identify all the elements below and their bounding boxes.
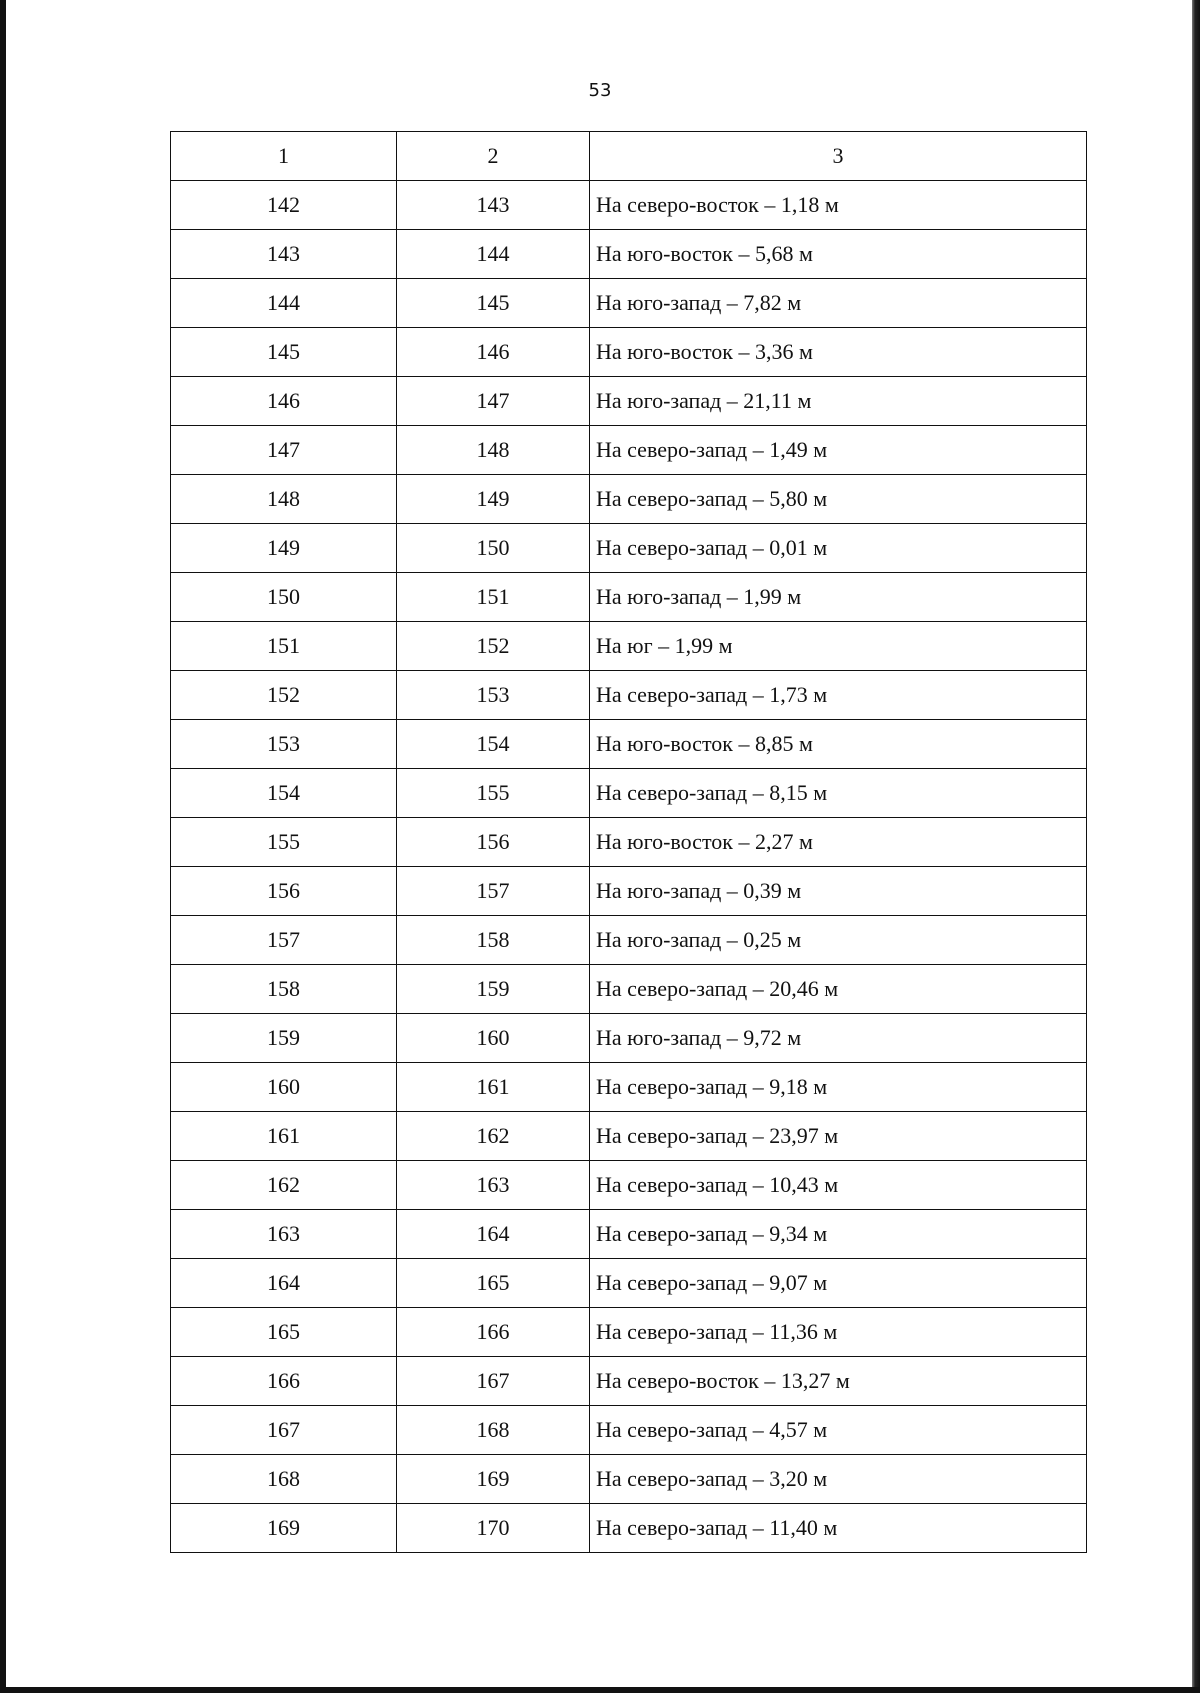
direction-distance-cell: На северо-запад – 4,57 м <box>590 1406 1087 1455</box>
table-row <box>171 1259 1087 1308</box>
point-from-cell: 147 <box>171 426 397 475</box>
point-from-cell: 143 <box>171 230 397 279</box>
point-from-cell: 168 <box>171 1455 397 1504</box>
table-row <box>171 1357 1087 1406</box>
point-to-cell: 166 <box>397 1308 590 1357</box>
table-row <box>171 1112 1087 1161</box>
point-to-cell: 154 <box>397 720 590 769</box>
point-to-cell: 152 <box>397 622 590 671</box>
direction-distance-cell: На северо-запад – 3,20 м <box>590 1455 1087 1504</box>
direction-distance-cell: На юго-восток – 5,68 м <box>590 230 1087 279</box>
point-from-cell: 161 <box>171 1112 397 1161</box>
direction-distance-cell: На северо-запад – 8,15 м <box>590 769 1087 818</box>
table-row <box>171 1161 1087 1210</box>
direction-distance-cell: На северо-запад – 11,36 м <box>590 1308 1087 1357</box>
point-to-cell: 158 <box>397 916 590 965</box>
table-row <box>171 818 1087 867</box>
point-to-cell: 165 <box>397 1259 590 1308</box>
direction-distance-cell: На северо-запад – 0,01 м <box>590 524 1087 573</box>
point-from-cell: 169 <box>171 1504 397 1553</box>
point-to-cell: 164 <box>397 1210 590 1259</box>
table-row <box>171 230 1087 279</box>
header-row <box>171 132 1087 181</box>
direction-distance-cell: На северо-запад – 1,49 м <box>590 426 1087 475</box>
table-row <box>171 181 1087 230</box>
point-from-cell: 154 <box>171 769 397 818</box>
scan-bottom-border <box>0 1687 1200 1693</box>
point-from-cell: 153 <box>171 720 397 769</box>
point-from-cell: 149 <box>171 524 397 573</box>
direction-distance-cell: На северо-восток – 13,27 м <box>590 1357 1087 1406</box>
table-row <box>171 426 1087 475</box>
point-to-cell: 150 <box>397 524 590 573</box>
table-row <box>171 965 1087 1014</box>
direction-distance-cell: На северо-запад – 10,43 м <box>590 1161 1087 1210</box>
point-to-cell: 147 <box>397 377 590 426</box>
direction-distance-cell: На юго-восток – 8,85 м <box>590 720 1087 769</box>
column-header-2: 2 <box>397 132 590 181</box>
point-from-cell: 165 <box>171 1308 397 1357</box>
point-from-cell: 167 <box>171 1406 397 1455</box>
point-to-cell: 160 <box>397 1014 590 1063</box>
direction-distance-cell: На юго-запад – 9,72 м <box>590 1014 1087 1063</box>
scan-left-border <box>0 0 6 1693</box>
point-from-cell: 144 <box>171 279 397 328</box>
point-from-cell: 164 <box>171 1259 397 1308</box>
point-to-cell: 161 <box>397 1063 590 1112</box>
point-to-cell: 162 <box>397 1112 590 1161</box>
direction-distance-cell: На северо-запад – 20,46 м <box>590 965 1087 1014</box>
direction-distance-cell: На северо-запад – 1,73 м <box>590 671 1087 720</box>
point-to-cell: 145 <box>397 279 590 328</box>
point-to-cell: 163 <box>397 1161 590 1210</box>
table-row <box>171 1504 1087 1553</box>
point-from-cell: 150 <box>171 573 397 622</box>
page-number: 53 <box>588 80 612 101</box>
column-header-1: 1 <box>171 132 397 181</box>
point-to-cell: 143 <box>397 181 590 230</box>
point-to-cell: 168 <box>397 1406 590 1455</box>
point-from-cell: 163 <box>171 1210 397 1259</box>
direction-distance-cell: На северо-запад – 9,07 м <box>590 1259 1087 1308</box>
table-row <box>171 867 1087 916</box>
point-to-cell: 156 <box>397 818 590 867</box>
point-from-cell: 152 <box>171 671 397 720</box>
table-row <box>171 573 1087 622</box>
point-from-cell: 145 <box>171 328 397 377</box>
direction-distance-cell: На юго-запад – 0,25 м <box>590 916 1087 965</box>
table-row <box>171 1406 1087 1455</box>
point-from-cell: 159 <box>171 1014 397 1063</box>
table-row <box>171 769 1087 818</box>
direction-distance-cell: На юг – 1,99 м <box>590 622 1087 671</box>
table-row <box>171 720 1087 769</box>
scan-right-border <box>1192 0 1200 1693</box>
point-from-cell: 156 <box>171 867 397 916</box>
point-from-cell: 151 <box>171 622 397 671</box>
direction-distance-cell: На юго-запад – 21,11 м <box>590 377 1087 426</box>
direction-distance-cell: На северо-запад – 23,97 м <box>590 1112 1087 1161</box>
direction-distance-cell: На юго-восток – 2,27 м <box>590 818 1087 867</box>
direction-distance-cell: На юго-запад – 7,82 м <box>590 279 1087 328</box>
table-row <box>171 475 1087 524</box>
table-row <box>171 1063 1087 1112</box>
direction-distance-cell: На юго-восток – 3,36 м <box>590 328 1087 377</box>
point-to-cell: 146 <box>397 328 590 377</box>
point-to-cell: 157 <box>397 867 590 916</box>
boundary-table <box>170 131 1087 1553</box>
direction-distance-cell: На северо-запад – 11,40 м <box>590 1504 1087 1553</box>
point-to-cell: 159 <box>397 965 590 1014</box>
table-row <box>171 622 1087 671</box>
point-to-cell: 151 <box>397 573 590 622</box>
point-to-cell: 170 <box>397 1504 590 1553</box>
table-row <box>171 524 1087 573</box>
point-from-cell: 148 <box>171 475 397 524</box>
table-row <box>171 1455 1087 1504</box>
direction-distance-cell: На северо-запад – 9,34 м <box>590 1210 1087 1259</box>
column-header-3: 3 <box>590 132 1087 181</box>
table-header <box>171 132 1087 181</box>
point-to-cell: 155 <box>397 769 590 818</box>
table-row <box>171 916 1087 965</box>
table-body <box>171 181 1087 1553</box>
direction-distance-cell: На юго-запад – 0,39 м <box>590 867 1087 916</box>
point-from-cell: 162 <box>171 1161 397 1210</box>
table-row <box>171 377 1087 426</box>
point-from-cell: 146 <box>171 377 397 426</box>
point-from-cell: 158 <box>171 965 397 1014</box>
point-to-cell: 153 <box>397 671 590 720</box>
point-to-cell: 167 <box>397 1357 590 1406</box>
direction-distance-cell: На юго-запад – 1,99 м <box>590 573 1087 622</box>
point-from-cell: 157 <box>171 916 397 965</box>
table-row <box>171 1210 1087 1259</box>
table-row <box>171 279 1087 328</box>
point-from-cell: 155 <box>171 818 397 867</box>
point-from-cell: 142 <box>171 181 397 230</box>
table-row <box>171 1308 1087 1357</box>
point-from-cell: 166 <box>171 1357 397 1406</box>
direction-distance-cell: На северо-запад – 9,18 м <box>590 1063 1087 1112</box>
direction-distance-cell: На северо-восток – 1,18 м <box>590 181 1087 230</box>
point-to-cell: 149 <box>397 475 590 524</box>
point-from-cell: 160 <box>171 1063 397 1112</box>
point-to-cell: 169 <box>397 1455 590 1504</box>
table-row <box>171 328 1087 377</box>
table-row <box>171 1014 1087 1063</box>
table-row <box>171 671 1087 720</box>
direction-distance-cell: На северо-запад – 5,80 м <box>590 475 1087 524</box>
point-to-cell: 144 <box>397 230 590 279</box>
point-to-cell: 148 <box>397 426 590 475</box>
